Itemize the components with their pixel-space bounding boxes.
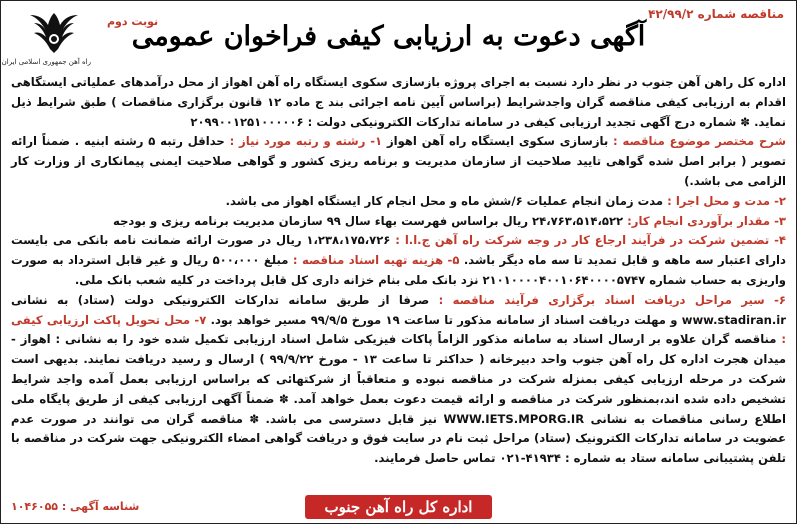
item7-text: مناقصه گران علاوه بر ارسال اسناد به سامانه مذکور الزاماً پاکات فیزیکی شامل اسناد ارزیابی تکمیل شده خود را به نشانی : اهواز - میدان هجرت اداره کل راه آهن جنوب واحد دبیرخانه ( حداکثر تا ساعت ۱۳ - مورخ ۹۹/۹/۲۲ ) ارسال و رسید دریافت نمایند. بدیهی است شرکت در مرحله ارزیابی کیفی بمنزله شرکت در مناقصه نبوده و متعاقباً از شرکتهائی که براساس ارزیابی بعمل آمده واجد شرایط تشخیص داده شده اند،بمنظور شرکت در مناقصه و ارائه قیمت دعوت بعمل خواهد آمد. — [11, 332, 787, 406]
logo-caption: راه آهن جمهوری اسلامی ایران — [1, 58, 91, 66]
tender-number: مناقصه شماره ۴۲/۹۹/۲ — [648, 7, 784, 21]
item2-label: ۲- مدت و محل اجرا : — [667, 193, 786, 208]
item4-label: ۴- تضمین شرکت در فرآیند ارجاع کار در وجه شرکت راه آهن ج.ا.ا : — [395, 233, 786, 248]
item6-text: صرفا از طریق سامانه تدارکات الکترونیکی دولت (ستاد) به نشانی www.stadiran.ir و مهلت دریافت اسناد از سامانه مذکور تا ساعت ۱۹ مورخ ۹۹/۹/۵ مسیر خواهد بود. — [11, 292, 786, 327]
winged-emblem-icon — [26, 9, 82, 57]
closing-paragraph: ✽ ضمناً آگهی ارزیابی کیفی از طریق پایگاه ملی اطلاع رسانی مناقصات به نشانی WWW.IETS.MPORG.IR نیز قابل دسترسی می باشد. ✽ مناقصه گران می توانند در صورت عدم عضویت در سامانه تدارکات الکترونیک (ستاد) مراحل ثبت نام در سایت فوق و دریافت گواهی امضاء الکترونیکی جهت شرکت در مناقصه با تلفن پشتیبانی سامانه ستاد به شماره : ۴۱۹۳۴-۰۲۱ تماس حاصل فرمایند. — [11, 391, 786, 466]
item2-text: مدت زمان انجام عملیات ۶/شش ماه و محل انجام کار ایستگاه اهواز می باشد. — [225, 193, 668, 208]
intro-paragraph: اداره کل راهن آهن جنوب در نظر دارد نسبت به اجرای پروژه بازسازی سکوی ایستگاه راه آهن اهواز از محل درآمدهای عملیاتی ایستگاهی اقدام به ارزیابی کیفی مناقصه گران واجدشرایط (براساس آیین نامه اجرائی بند ج ماده ۱۲ قانون برگزاری مناقصات ) طبق شرایط ذیل نماید. — [11, 75, 786, 129]
item4-text: ۱،۲۳۸،۱۷۵،۷۲۶ ریال در صورت ارائه ضمانت نامه بانکی می بایست دارای اعتبار سه ماهه و قابل تمدید تا سه ماه دیگر باشد. — [11, 233, 786, 268]
notice-title: آگهی دعوت به ارزیابی کیفی فراخوان عمومی — [131, 21, 646, 52]
item7-label: ۷- محل تحویل پاکت ارزیابی کیفی : — [11, 312, 786, 347]
railway-logo — [1, 9, 91, 69]
item3-text: ۲۴،۷۶۳،۵۱۴،۵۲۲ ریال براساس فهرست بهاء سال ۹۹ سازمان مدیریت برنامه ریزی و بودجه — [113, 213, 628, 228]
item6-label: ۶- سیر مراحل دریافت اسناد برگزاری فرآیند مناقصه : — [438, 292, 786, 307]
item1-text: حداقل رتبه ۵ رشته ابنیه . ضمناً ارائه تصویر ( برابر اصل شده گواهی تایید صلاحیت از سازمان مدیریت و برنامه ریزی کشور و گواهی صلاحیت ایمنی پیمانکاری از وزارت کار الزامی می باشد.) — [11, 134, 786, 188]
intro-note: ✽ شماره درج آگهی تجدید ارزیابی کیفی در سامانه تدارکات الکترونیکی دولت : ۲۰۹۹۰۰۱۲۵۱۰۰۰۰۰۶ — [190, 114, 751, 129]
item5-text: مبلغ ۵۰۰،۰۰۰ ریال و غیر قابل استرداد به صورت واریزی به حساب شماره ۲۱۰۱۰۰۰۰۴۰۰۱۰۶۴۰۰۰۰۵۷۴۷ نزد بانک ملی بنام خزانه داری کل قابل پرداخت در کلیه شعب بانک ملی. — [11, 253, 786, 287]
item0-label: شرح مختصر موضوع مناقصه : — [613, 134, 786, 149]
item0-text: بازسازی سکوی ایستگاه راه آهن اهواز — [386, 134, 614, 149]
second-notice-label: نوبت دوم — [107, 15, 159, 28]
item3-label: ۳- مقدار برآوردی انجام کار: — [627, 213, 786, 228]
item5-label: ۵- هزینه تهیه اسناد مناقصه : — [292, 253, 460, 268]
notice-body — [11, 73, 786, 469]
item1-label: ۱- رشته و رتبه مورد نیاز : — [229, 134, 383, 149]
organization-box: اداره کل راه آهن جنوب — [305, 495, 493, 519]
ad-identifier: شناسه آگهی : ۱۰۴۶۰۵۵ — [11, 500, 140, 513]
notice-header — [1, 7, 786, 71]
notice-footer — [11, 491, 786, 519]
